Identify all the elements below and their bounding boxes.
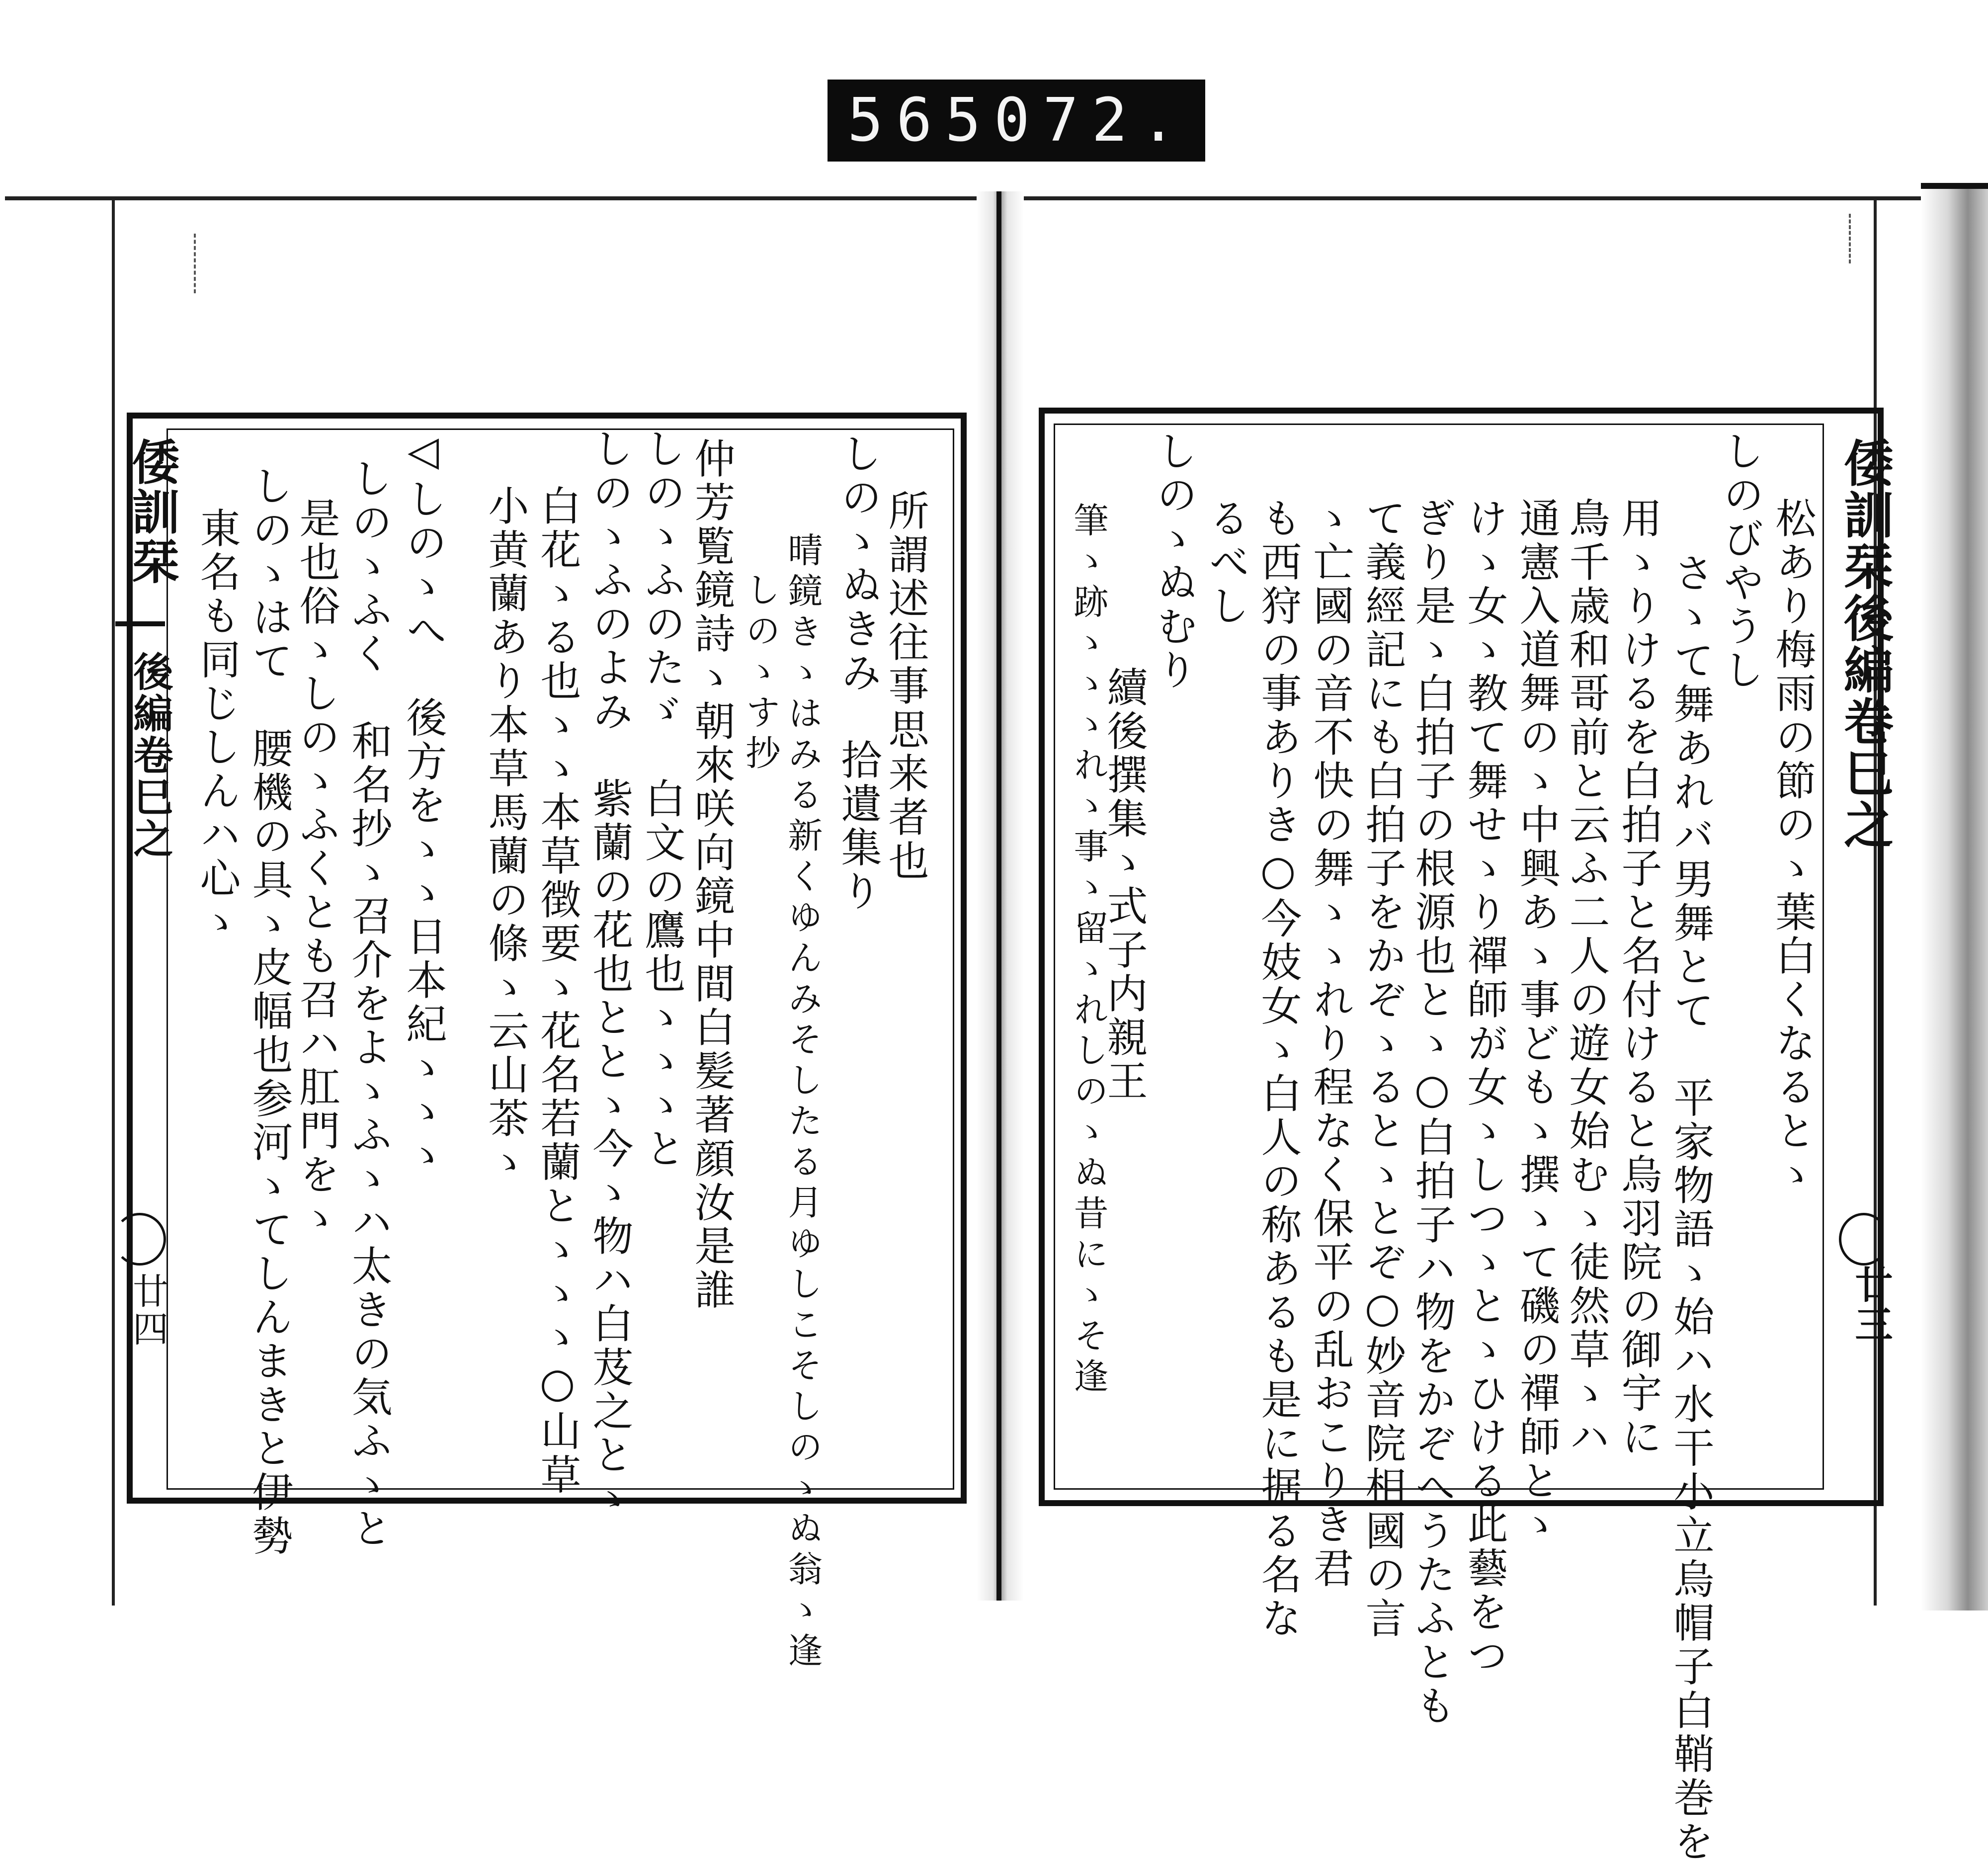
left-col-10: ◁しのゝへ 後方をゝゝ日本紀ゝゝゝ: [400, 427, 447, 1178]
right-col-8: ぎり是ゝ白拍子の根源也とゝ○白拍子ハ物をかぞへうたふとも: [1408, 497, 1456, 1728]
left-col-3: 晴鏡きゝはみる新くゆんみそしたる月ゆしこそしのゝぬ翁ゝ逢: [782, 532, 823, 1673]
left-folio-number: 廿四: [127, 1272, 168, 1348]
left-folio-circle: [113, 1213, 166, 1266]
left-folio: [122, 1272, 173, 1348]
reel-number-left: 565: [847, 86, 994, 155]
right-col-6: 通憲入道舞のゝ中興あゝ事どもゝ撰ゝて磯の禪師とゝ: [1513, 497, 1560, 1547]
right-col-4: 用ゝりけるを白拍子と名付けると烏羽院の御宇に: [1615, 497, 1662, 1459]
left-col-5: 仲芳覧鏡詩ゝ朝來咲向鏡中間白髪著顔汝是誰: [688, 437, 735, 1312]
left-tab-title: 倭訓栞: [124, 437, 180, 587]
left-tab-volume: 後編卷巳之: [127, 651, 173, 860]
right-folio: [1844, 1265, 1898, 1345]
right-folio-number: 廿三: [1849, 1265, 1893, 1345]
left-col-8: 白花ゝる也ゝゝ本草徴要ゝ花名若蘭とゝゝゝ○山草: [534, 485, 581, 1497]
right-col-3: さゝて舞あれバ男舞とて 平家物語ゝ始ハ水干小立烏帽子白鞘巻を: [1667, 552, 1714, 1864]
right-col-10: ゝ亡國の音不快の舞ゝゝれり程なく保平の乱おこりき君: [1307, 497, 1354, 1591]
left-page-edge: [112, 199, 115, 1606]
left-col-9: 小黄蘭あり本草馬蘭の條ゝ云山茶ゝ: [482, 485, 529, 1185]
reel-number-right: 072.: [994, 86, 1189, 155]
left-col-4: しのゝす抄: [740, 572, 781, 775]
right-edge-shadow: [1921, 189, 1988, 1610]
right-folio-circle: [1839, 1213, 1889, 1266]
paper-tear-left: [164, 234, 196, 293]
left-header-tab: [118, 437, 186, 587]
left-header-sub: [122, 651, 179, 860]
right-col-14: 續後撰集ゝ式子内親王: [1100, 666, 1148, 1103]
left-col-14: 東名も同じしんハ心ゝ: [193, 507, 241, 944]
paper-tear-right: [1849, 214, 1871, 263]
left-col-7: しのゝふのよみ 紫蘭の花也ととゝ今ゝ物ハ白芨之とゝ: [586, 427, 633, 1521]
right-col-7: けゝ女ゝ教て舞せゝり禪師が女ゝしつゝとゝひける此藝をつ: [1461, 497, 1508, 1678]
right-col-2: しのびやうし: [1717, 430, 1764, 692]
reel-label: [828, 80, 1205, 162]
left-col-12: 是也俗ゝしのゝふくとも召ハ肛門をゝ: [293, 497, 340, 1241]
right-col-9: て義經記にも白拍子をかぞゝるとゝとぞ○妙音院相國の言: [1359, 497, 1406, 1641]
spine-fold-line: [996, 191, 1001, 1601]
right-col-1: 松あり梅雨の節のゝ葉白くなるとゝ: [1769, 497, 1816, 1197]
left-col-13: しのゝはて 腰機の具ゝ皮幅也参河ゝてしんまきと伊勢: [246, 465, 293, 1558]
left-col-6: しのゝふのたゞ 白文の鷹也ゝゝゝと: [638, 427, 685, 1171]
left-col-11: しのゝふく 和名抄ゝ召介をよゝふゝハ太きの気ふゝと: [345, 457, 392, 1551]
right-tab-title: 倭訓栞後編卷巳之: [1835, 437, 1894, 851]
left-col-2: しのゝぬきみ 拾遺集り: [834, 432, 882, 914]
left-col-1: 所謂述往事思来者也: [882, 490, 929, 883]
right-col-5: 鳥千歳和哥前と云ふ二人の遊女始むゝ徒然草ゝハ: [1563, 497, 1610, 1459]
right-col-15: 筆ゝ跡ゝゝゝれゝ事ゝ留ゝれしのゝぬ昔にゝそ逢: [1068, 502, 1109, 1399]
left-tab-divider: [115, 621, 165, 626]
right-col-13: しのゝぬむり: [1150, 430, 1197, 692]
right-col-11: も西狩の事ありき○今妓女ゝ白人の称あるも是に据る名な: [1254, 497, 1302, 1641]
right-col-12: るべし: [1202, 497, 1249, 628]
right-header-tab: [1829, 437, 1901, 851]
